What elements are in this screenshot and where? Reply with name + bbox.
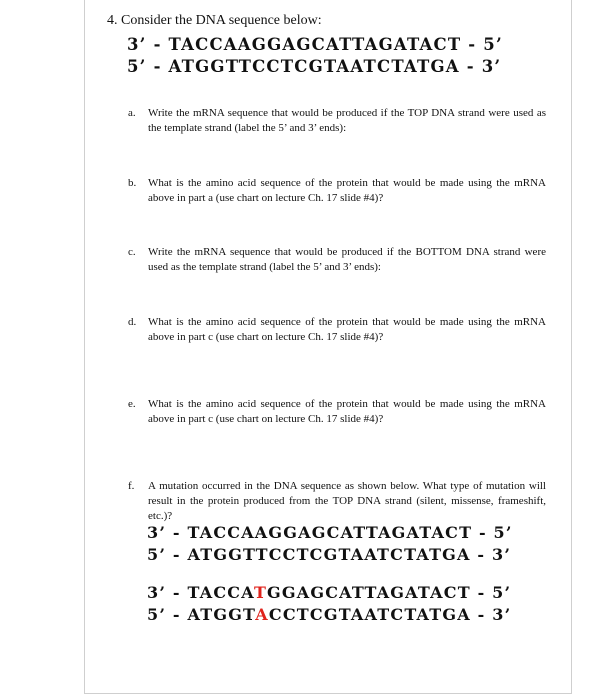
mutant-top-strand bbox=[147, 583, 511, 602]
part-e-text: What is the amino acid sequence of the protein that would be made using the mRNA above in part c (use chart on lecture Ch. 17 slide #4)? bbox=[148, 398, 546, 425]
original-bottom-strand: 5’ - ATGGTTCCTCGTAATCTATGA - 3’ bbox=[147, 545, 512, 564]
question-heading bbox=[107, 13, 322, 29]
part-d-label: d. bbox=[128, 316, 137, 328]
part-a-text: Write the mRNA sequence that would be produced if the TOP DNA strand were used as the template strand (label the 5’ and 3’ ends): bbox=[148, 107, 546, 134]
part-d bbox=[128, 315, 546, 345]
part-e-label: e. bbox=[128, 398, 136, 410]
mutant-bottom-before: 5’ - ATGGT bbox=[147, 605, 256, 624]
question-number: 4. bbox=[107, 13, 118, 28]
mutant-bottom-strand bbox=[147, 605, 511, 624]
part-e bbox=[128, 397, 546, 427]
part-b-text: What is the amino acid sequence of the protein that would be made using the mRNA above in part a (use chart on lecture Ch. 17 slide #4)? bbox=[148, 177, 546, 204]
mutant-bottom-after: CCTCGTAATCTATGA - 3’ bbox=[268, 605, 512, 624]
part-b-label: b. bbox=[128, 177, 137, 189]
mutant-top-changed-base: T bbox=[253, 583, 268, 602]
mutant-top-after: GGAGCATTAGATACT - 5’ bbox=[267, 583, 512, 602]
mutant-bottom-changed-base: A bbox=[255, 605, 269, 624]
part-a-label: a. bbox=[128, 107, 136, 119]
part-d-text: What is the amino acid sequence of the protein that would be made using the mRNA above in part c (use chart on lecture Ch. 17 slide #4)? bbox=[148, 316, 546, 343]
dna-bottom-strand: 5’ - ATGGTTCCTCGTAATCTATGA - 3’ bbox=[127, 57, 502, 76]
original-top-strand: 3’ - TACCAAGGAGCATTAGATACT - 5’ bbox=[147, 523, 513, 542]
part-f-text: A mutation occurred in the DNA sequence as shown below. What type of mutation will result in the protein produced from the TOP DNA strand (silent, missense, frameshift, etc.)? bbox=[148, 480, 546, 522]
dna-top-strand: 3’ - TACCAAGGAGCATTAGATACT - 5’ bbox=[127, 35, 503, 54]
part-b bbox=[128, 176, 546, 206]
part-f bbox=[128, 479, 546, 524]
part-c-text: Write the mRNA sequence that would be produced if the BOTTOM DNA strand were used as the template strand (label the 5’ and 3’ ends): bbox=[148, 246, 546, 273]
part-f-label: f. bbox=[128, 480, 135, 492]
part-c-label: c. bbox=[128, 246, 136, 258]
mutant-top-before: 3’ - TACCA bbox=[147, 583, 254, 602]
question-title: Consider the DNA sequence below: bbox=[121, 13, 322, 28]
part-a bbox=[128, 106, 546, 136]
part-c bbox=[128, 245, 546, 275]
